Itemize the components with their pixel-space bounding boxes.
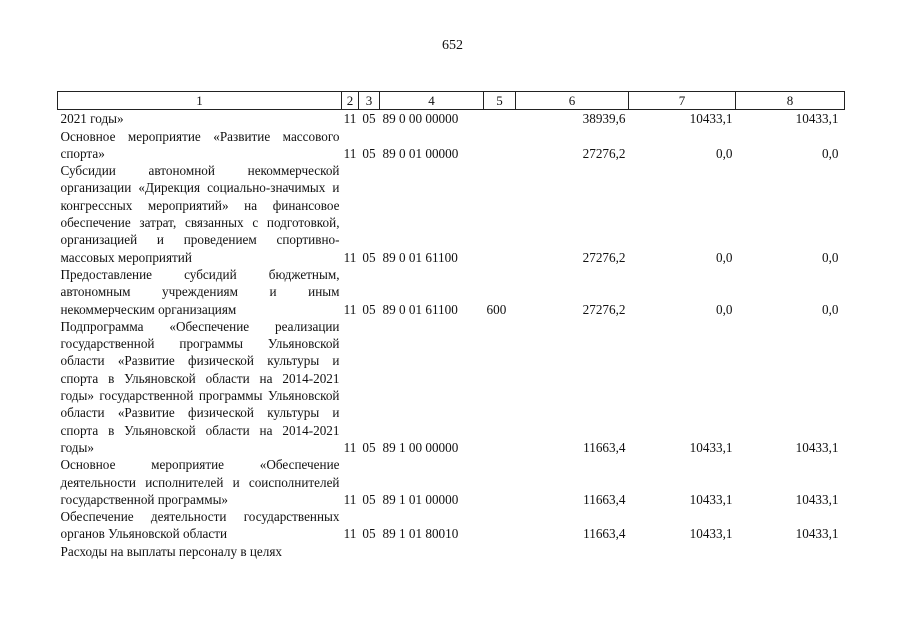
column-header: 8 bbox=[736, 92, 845, 110]
subsection-code bbox=[359, 543, 380, 560]
amount-column-8: 10433,1 bbox=[795, 111, 839, 127]
subsection-code: 05 bbox=[362, 491, 376, 507]
expense-type-code bbox=[484, 162, 516, 266]
column-header: 6 bbox=[516, 92, 629, 110]
amount-column-7: 0,0 bbox=[716, 249, 733, 265]
row-description: Обеспечение деятельности государственных органов Ульяновской области bbox=[60, 509, 340, 542]
amount-column-6 bbox=[516, 543, 629, 560]
amount-column-7: 10433,1 bbox=[689, 439, 733, 455]
column-header: 7 bbox=[629, 92, 736, 110]
table-header bbox=[58, 92, 845, 110]
subsection-code: 05 bbox=[362, 111, 376, 127]
row-description: 2021 годы» bbox=[60, 111, 124, 127]
subsection-code: 05 bbox=[362, 249, 376, 265]
section-code bbox=[342, 543, 359, 560]
expense-type-code bbox=[484, 508, 516, 543]
amount-column-8: 0,0 bbox=[822, 249, 839, 265]
amount-column-7 bbox=[629, 543, 736, 560]
target-article-code: 89 0 00 00000 bbox=[382, 111, 459, 127]
subsection-code: 05 bbox=[362, 145, 376, 161]
expense-type-code bbox=[484, 110, 516, 128]
table-row bbox=[58, 128, 845, 163]
target-article-code: 89 1 01 80010 bbox=[382, 526, 459, 542]
target-article-code bbox=[380, 543, 484, 560]
amount-column-7: 10433,1 bbox=[689, 491, 733, 507]
amount-column-8: 10433,1 bbox=[795, 491, 839, 507]
table-row bbox=[58, 543, 845, 560]
section-code: 11 bbox=[343, 145, 357, 161]
row-description: Расходы на выплаты персоналу в целях bbox=[60, 543, 283, 559]
column-header: 3 bbox=[359, 92, 380, 110]
section-code: 11 bbox=[343, 111, 357, 127]
target-article-code: 89 1 01 00000 bbox=[382, 491, 459, 507]
section-code: 11 bbox=[343, 491, 357, 507]
table-row bbox=[58, 266, 845, 318]
table-row bbox=[58, 318, 845, 456]
table-row bbox=[58, 162, 845, 266]
section-code: 11 bbox=[343, 526, 357, 542]
amount-column-6: 27276,2 bbox=[582, 249, 626, 265]
column-header: 5 bbox=[484, 92, 516, 110]
column-header: 4 bbox=[380, 92, 484, 110]
expense-type-code: 600 bbox=[486, 301, 507, 317]
row-description: Основное мероприятие «Обеспечение деятельности исполнителей и соисполнителей государственной программы» bbox=[60, 457, 340, 507]
subsection-code: 05 bbox=[362, 301, 376, 317]
amount-column-6: 11663,4 bbox=[583, 526, 626, 542]
target-article-code: 89 0 01 00000 bbox=[382, 145, 459, 161]
amount-column-6: 11663,4 bbox=[583, 439, 626, 455]
expense-type-code bbox=[484, 543, 516, 560]
expense-type-code bbox=[484, 456, 516, 508]
amount-column-6: 11663,4 bbox=[583, 491, 626, 507]
subsection-code: 05 bbox=[362, 526, 376, 542]
row-description: Предоставление субсидий бюджетным, автономным учреждениям и иным некоммерческим организациям bbox=[60, 266, 340, 317]
page-number: 652 bbox=[442, 38, 463, 53]
amount-column-7: 0,0 bbox=[716, 145, 733, 161]
amount-column-8: 0,0 bbox=[822, 301, 839, 317]
target-article-code: 89 0 01 61100 bbox=[382, 249, 458, 265]
budget-table bbox=[57, 91, 845, 560]
subsection-code: 05 bbox=[362, 439, 376, 455]
table-row bbox=[58, 110, 845, 128]
table-row bbox=[58, 456, 845, 508]
row-description: Субсидии автономной некоммерческой организации «Дирекция социально-значимых и конгрессных мероприятий» на финансовое обеспечение затрат, связанных с подготовкой, организацией и проведением спортивно-массовых мероприятий bbox=[60, 163, 340, 265]
amount-column-7: 10433,1 bbox=[689, 526, 733, 542]
expense-type-code bbox=[484, 318, 516, 456]
section-code: 11 bbox=[343, 301, 357, 317]
row-description: Подпрограмма «Обеспечение реализации государственной программы Ульяновской области «Развитие физической культуры и спорта в Ульяновской области на 2014-2021 годы» государственной программы Ульяновской области «Развитие физической культуры и спорта в Ульяновской области на 2014-2021 годы» bbox=[60, 318, 340, 455]
amount-column-6: 27276,2 bbox=[582, 301, 626, 317]
row-description: Основное мероприятие «Развитие массового спорта» bbox=[60, 128, 340, 161]
amount-column-8: 10433,1 bbox=[795, 439, 839, 455]
amount-column-6: 27276,2 bbox=[582, 145, 626, 161]
amount-column-7: 0,0 bbox=[716, 301, 733, 317]
amount-column-8: 0,0 bbox=[822, 145, 839, 161]
column-header: 2 bbox=[342, 92, 359, 110]
section-code: 11 bbox=[343, 249, 357, 265]
expense-type-code bbox=[484, 128, 516, 163]
target-article-code: 89 1 00 00000 bbox=[382, 439, 459, 455]
target-article-code: 89 0 01 61100 bbox=[382, 301, 458, 317]
table-body bbox=[58, 110, 845, 560]
column-header: 1 bbox=[58, 92, 342, 110]
amount-column-8: 10433,1 bbox=[795, 526, 839, 542]
table-row bbox=[58, 508, 845, 543]
amount-column-7: 10433,1 bbox=[689, 111, 733, 127]
amount-column-6: 38939,6 bbox=[582, 111, 626, 127]
section-code: 11 bbox=[343, 439, 357, 455]
amount-column-8 bbox=[736, 543, 845, 560]
